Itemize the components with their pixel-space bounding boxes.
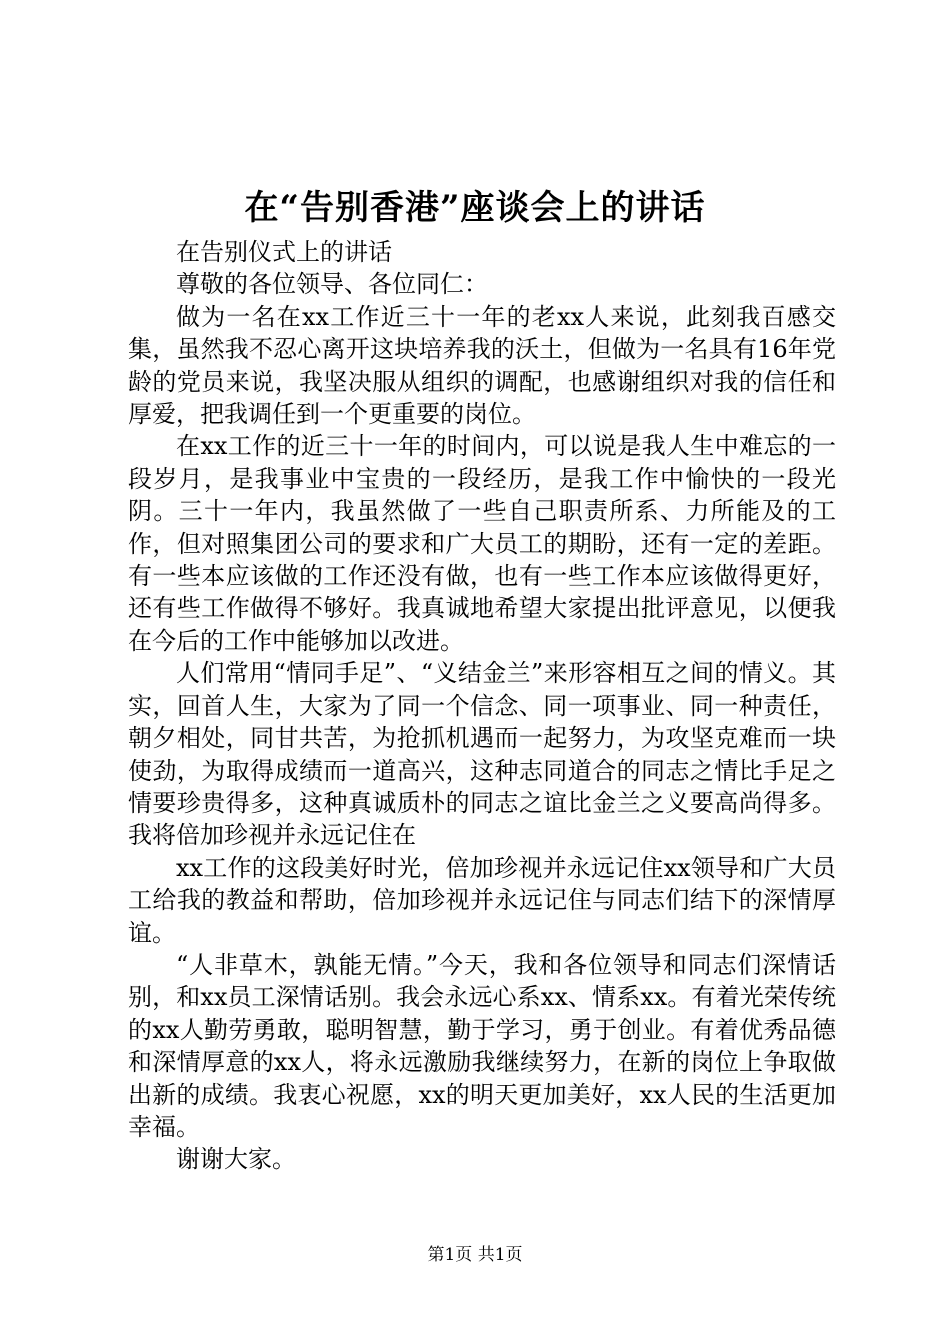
paragraph-salutation: 尊敬的各位领导、各位同仁： <box>176 270 488 299</box>
page-footer: 第1页 共1页 <box>427 1245 523 1265</box>
paragraph-friendship: 人们常用“情同手足”、“义结金兰”来形容相互之间的情义。其实，回首人生，大家为了同一个信念、同一项事业、同一种责任，朝夕相处，同甘共苦，为抢抓机遇而一起努力，为攻坚克难而一块使劲，为取得成绩而一道高兴，这种志同道合的同志之情比手足之情要珍贵得多，这种真诚质朴的同志之谊比金兰之义要高尚得多。我将倍加珍视并永远记住在 <box>128 659 836 850</box>
paragraph-memories: xx工作的这段美好时光，倍加珍视并永远记住xx领导和广大员工给我的教益和帮助，倍加珍视并永远记住与同志们结下的深情厚谊。 <box>128 853 836 947</box>
paragraph-speech-subtitle: 在告别仪式上的讲话 <box>176 238 392 266</box>
paragraph-thanks: 谢谢大家。 <box>176 1145 296 1174</box>
paragraph-farewell: “人非草木，孰能无情。”今天，我和各位领导和同志们深情话别，和xx员工深情话别。我会永远心系xx、情系xx。有着光荣传统的xx人勤劳勇敢，聪明智慧，勤于学习，勇于创业。有着优秀品德和深情厚意的xx人，将永远激励我继续努力，在新的岗位上争取做出新的成绩。我衷心祝愿，xx的明天更加美好，xx人民的生活更加幸福。 <box>128 950 836 1141</box>
paragraph-opening: 做为一名在xx工作近三十一年的老xx人来说，此刻我百感交集，虽然我不忍心离开这块培养我的沃土，但做为一名具有16年党龄的党员来说，我坚决服从组织的调配，也感谢组织对我的信任和厚爱，把我调任到一个更重要的岗位。 <box>128 302 836 429</box>
document-title: 在“告别香港”座谈会上的讲话 <box>244 188 706 228</box>
paragraph-reflection: 在xx工作的近三十一年的时间内，可以说是我人生中难忘的一段岁月，是我事业中宝贵的一段经历，是我工作中愉快的一段光阴。三十一年内，我虽然做了一些自己职责所系、力所能及的工作，但对照集团公司的要求和广大员工的期盼，还有一定的差距。有一些本应该做的工作还没有做，也有一些工作本应该做得更好，还有些工作做得不够好。我真诚地希望大家提出批评意见，以便我在今后的工作中能够加以改进。 <box>128 432 836 655</box>
document-body <box>128 236 836 1176</box>
